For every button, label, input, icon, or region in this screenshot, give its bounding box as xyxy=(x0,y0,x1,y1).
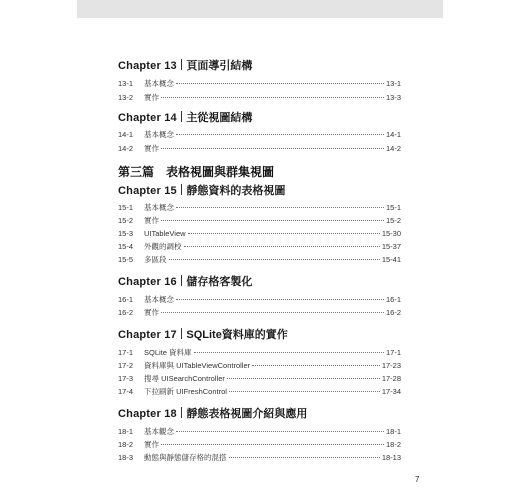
section-title: 外觀的調校 xyxy=(144,242,182,251)
section-page: 15-41 xyxy=(381,255,401,264)
section-number: 17-2 xyxy=(118,361,134,370)
section-number: 16-1 xyxy=(118,295,134,304)
section-number: 15-2 xyxy=(118,216,134,225)
page-number: 7 xyxy=(415,475,420,484)
toc-entry[interactable] xyxy=(118,129,401,141)
section-title: UITableView xyxy=(144,229,186,238)
section-page: 17-28 xyxy=(381,374,401,383)
dot-leader xyxy=(194,352,384,353)
chapter-separator xyxy=(181,59,183,70)
dot-leader xyxy=(161,148,384,149)
section-title: 動態與靜態儲存格的混搭 xyxy=(144,453,227,462)
dot-leader xyxy=(229,457,380,458)
toc-entry[interactable] xyxy=(118,92,401,104)
chapter-label: Chapter 16 xyxy=(118,276,177,288)
dot-leader xyxy=(161,97,384,98)
section-title: 實作 xyxy=(144,308,159,317)
section-title: 基本概念 xyxy=(144,130,174,139)
chapter-label: Chapter 18 xyxy=(118,408,177,420)
section-title: 搜尋 UISearchController xyxy=(144,374,225,383)
part-label: 第三篇 xyxy=(118,165,155,179)
section-title: 基本概念 xyxy=(144,79,174,88)
chapter-label: Chapter 17 xyxy=(118,329,177,341)
section-title: 實作 xyxy=(144,144,159,153)
section-title: 基本概念 xyxy=(144,203,174,212)
chapter-title: 儲存格客製化 xyxy=(186,276,253,288)
dot-leader xyxy=(176,134,384,135)
chapter-separator xyxy=(181,111,183,122)
dot-leader xyxy=(176,83,384,84)
section-page: 18-2 xyxy=(385,440,401,449)
chapter-label: Chapter 15 xyxy=(118,185,177,197)
part-heading xyxy=(118,164,408,180)
dot-leader xyxy=(169,259,380,260)
toc-entry[interactable] xyxy=(118,386,401,398)
chapter-separator xyxy=(181,275,183,286)
section-number: 13-1 xyxy=(118,79,134,88)
toc-entry[interactable] xyxy=(118,78,401,90)
toc-entry[interactable] xyxy=(118,452,401,464)
section-number: 18-1 xyxy=(118,427,134,436)
dot-leader xyxy=(161,444,384,445)
chapter-separator xyxy=(181,407,183,418)
section-number: 14-2 xyxy=(118,144,134,153)
dot-leader xyxy=(252,365,380,366)
dot-leader xyxy=(184,246,380,247)
section-number: 14-1 xyxy=(118,130,134,139)
chapter-title: SQLite資料庫的實作 xyxy=(186,329,288,341)
toc-entry[interactable] xyxy=(118,360,401,372)
section-title: 實作 xyxy=(144,440,159,449)
section-title: 實作 xyxy=(144,93,159,102)
dot-leader xyxy=(227,378,380,379)
section-number: 17-4 xyxy=(118,387,134,396)
chapter-heading xyxy=(118,327,408,343)
section-page: 13-3 xyxy=(385,93,401,102)
section-number: 15-4 xyxy=(118,242,134,251)
section-page: 15-2 xyxy=(385,216,401,225)
dot-leader xyxy=(176,299,384,300)
section-page: 14-1 xyxy=(385,130,401,139)
section-number: 13-2 xyxy=(118,93,134,102)
part-title: 表格視圖與群集視圖 xyxy=(166,165,275,179)
toc-entry[interactable] xyxy=(118,373,401,385)
chapter-heading xyxy=(118,110,408,126)
chapter-label: Chapter 13 xyxy=(118,60,177,72)
section-page: 15-30 xyxy=(381,229,401,238)
toc-entry[interactable] xyxy=(118,439,401,451)
section-number: 15-1 xyxy=(118,203,134,212)
chapter-title: 靜態資料的表格視圖 xyxy=(186,185,286,197)
section-page: 18-13 xyxy=(381,453,401,462)
section-number: 18-2 xyxy=(118,440,134,449)
section-page: 14-2 xyxy=(385,144,401,153)
section-number: 18-3 xyxy=(118,453,134,462)
toc-entry[interactable] xyxy=(118,426,401,438)
toc-entry[interactable] xyxy=(118,228,401,240)
chapter-separator xyxy=(181,184,183,195)
chapter-title: 主從視圖結構 xyxy=(186,112,253,124)
section-title: 基本概念 xyxy=(144,295,174,304)
section-number: 16-2 xyxy=(118,308,134,317)
toc-entry[interactable] xyxy=(118,202,401,214)
section-number: 17-3 xyxy=(118,374,134,383)
chapter-heading xyxy=(118,406,408,422)
chapter-label: Chapter 14 xyxy=(118,112,177,124)
chapter-title: 頁面導引結構 xyxy=(186,60,253,72)
toc-entry[interactable] xyxy=(118,254,401,266)
page-top-band xyxy=(77,0,443,18)
section-number: 15-5 xyxy=(118,255,134,264)
dot-leader xyxy=(229,391,380,392)
section-page: 15-1 xyxy=(385,203,401,212)
section-page: 16-2 xyxy=(385,308,401,317)
toc-entry[interactable] xyxy=(118,347,401,359)
section-page: 17-1 xyxy=(385,348,401,357)
section-title: SQLite 資料庫 xyxy=(144,348,192,357)
dot-leader xyxy=(176,207,384,208)
toc-entry[interactable] xyxy=(118,241,401,253)
section-page: 16-1 xyxy=(385,295,401,304)
section-page: 13-1 xyxy=(385,79,401,88)
dot-leader xyxy=(161,312,384,313)
section-number: 17-1 xyxy=(118,348,134,357)
section-page: 15-37 xyxy=(381,242,401,251)
dot-leader xyxy=(188,233,380,234)
section-page: 17-23 xyxy=(381,361,401,370)
section-number: 15-3 xyxy=(118,229,134,238)
dot-leader xyxy=(161,220,384,221)
toc-entry[interactable] xyxy=(118,215,401,227)
section-title: 下拉刷新 UIFreshControl xyxy=(144,387,227,396)
dot-leader xyxy=(176,431,384,432)
toc-entry[interactable] xyxy=(118,294,401,306)
section-title: 資料庫與 UITableViewController xyxy=(144,361,251,370)
toc-entry[interactable] xyxy=(118,143,401,155)
chapter-separator xyxy=(181,328,183,339)
section-title: 實作 xyxy=(144,216,159,225)
toc-entry[interactable] xyxy=(118,307,401,319)
section-page: 17-34 xyxy=(381,387,401,396)
section-page: 18-1 xyxy=(385,427,401,436)
chapter-title: 靜態表格視圖介紹與應用 xyxy=(186,408,308,420)
chapter-heading xyxy=(118,274,408,290)
section-title: 多區段 xyxy=(144,255,167,264)
chapter-heading xyxy=(118,183,408,199)
section-title: 基本觀念 xyxy=(144,427,174,436)
chapter-heading xyxy=(118,58,408,74)
